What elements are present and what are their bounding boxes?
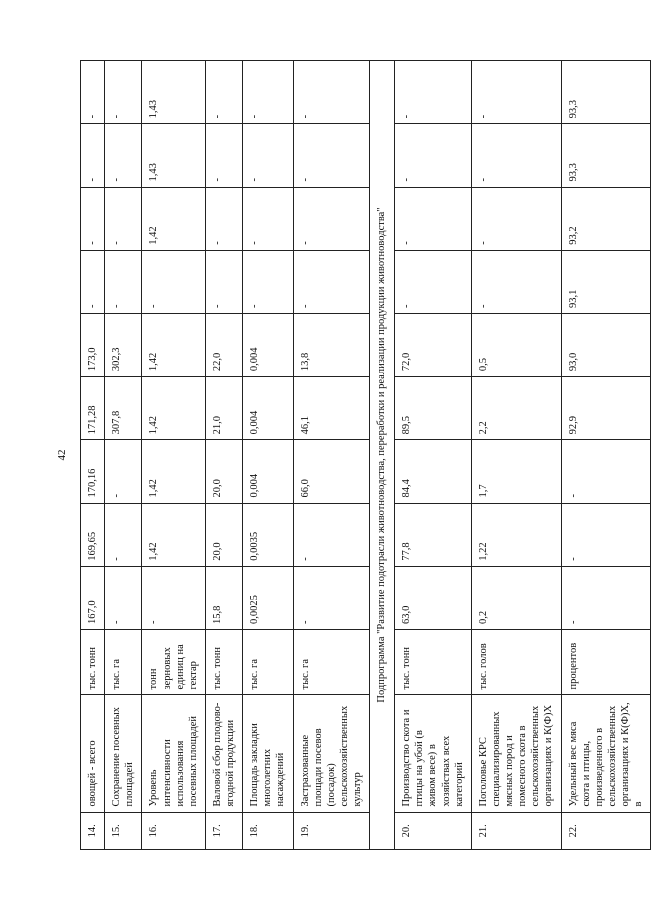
section-title: Подпрограмма "Развитие подотрасли животноводства, переработки и реализации продукции животноводства" xyxy=(370,61,395,850)
value-cell: 2,2 xyxy=(471,377,561,440)
unit-cell: тыс. га xyxy=(243,629,293,695)
value-cell: 0,004 xyxy=(243,440,293,503)
table-row xyxy=(205,61,242,850)
unit-cell: тыс. тонн xyxy=(205,629,242,695)
value-cell: 93,2 xyxy=(561,187,651,250)
value-cell: 1,42 xyxy=(142,187,206,250)
row-number-cell: 19. xyxy=(293,812,370,849)
value-cell: - xyxy=(561,503,651,566)
value-cell: 15,8 xyxy=(205,566,242,629)
unit-cell: тыс. тонн xyxy=(81,629,105,695)
value-cell: - xyxy=(395,187,472,250)
value-cell: 170,16 xyxy=(81,440,105,503)
value-cell: - xyxy=(293,61,370,124)
value-cell: - xyxy=(293,566,370,629)
value-cell: - xyxy=(81,61,105,124)
indicator-name-cell: Производство скота и птицы на убой (в живом весе) в хозяйствах всех категорий xyxy=(395,695,472,812)
value-cell: - xyxy=(142,250,206,313)
value-cell: - xyxy=(293,187,370,250)
table-row xyxy=(395,61,472,850)
value-cell: - xyxy=(471,250,561,313)
value-cell: 72,0 xyxy=(395,313,472,376)
value-cell: 22,0 xyxy=(205,313,242,376)
value-cell: 20,0 xyxy=(205,440,242,503)
value-cell: - xyxy=(81,250,105,313)
value-cell: - xyxy=(293,250,370,313)
value-cell: - xyxy=(105,503,142,566)
row-number-cell: 20. xyxy=(395,812,472,849)
indicator-name-cell: Сохранение посевных площадей xyxy=(105,695,142,812)
indicator-name-cell: Застрахованные площади посевов (посадок) сельскохозяйственных культур xyxy=(293,695,370,812)
unit-cell: тыс. га xyxy=(293,629,370,695)
value-cell: 20,0 xyxy=(205,503,242,566)
value-cell: - xyxy=(293,124,370,187)
value-cell: 93,3 xyxy=(561,124,651,187)
row-number-cell: 17. xyxy=(205,812,242,849)
value-cell: 0,0025 xyxy=(243,566,293,629)
indicator-name-cell: овощей - всего xyxy=(81,695,105,812)
value-cell: 89,5 xyxy=(395,377,472,440)
value-cell: 1,43 xyxy=(142,61,206,124)
value-cell: - xyxy=(205,124,242,187)
value-cell: - xyxy=(105,61,142,124)
value-cell: 0,004 xyxy=(243,313,293,376)
value-cell: 1,7 xyxy=(471,440,561,503)
value-cell: - xyxy=(205,250,242,313)
value-cell: - xyxy=(205,187,242,250)
value-cell: - xyxy=(395,61,472,124)
value-cell: 77,8 xyxy=(395,503,472,566)
value-cell: 46,1 xyxy=(293,377,370,440)
unit-cell: тыс. га xyxy=(105,629,142,695)
table-row xyxy=(142,61,206,850)
page-number-text: 42 xyxy=(56,449,68,461)
value-cell: 1,42 xyxy=(142,313,206,376)
value-cell: - xyxy=(471,124,561,187)
value-cell: - xyxy=(105,440,142,503)
value-cell: - xyxy=(395,250,472,313)
value-cell: - xyxy=(561,566,651,629)
table-row xyxy=(81,61,105,850)
value-cell: 1,43 xyxy=(142,124,206,187)
value-cell: 0,5 xyxy=(471,313,561,376)
rotated-table-wrapper xyxy=(80,60,645,850)
section-header-body xyxy=(370,61,395,850)
value-cell: - xyxy=(471,61,561,124)
value-cell: - xyxy=(243,250,293,313)
table-row xyxy=(105,61,142,850)
unit-cell: процентов xyxy=(561,629,651,695)
value-cell: 302,3 xyxy=(105,313,142,376)
value-cell: 1,42 xyxy=(142,440,206,503)
unit-cell: тонн зерновых единиц на гектар xyxy=(142,629,206,695)
value-cell: 1,42 xyxy=(142,503,206,566)
value-cell: - xyxy=(243,61,293,124)
table-row xyxy=(561,61,651,850)
table-row xyxy=(243,61,293,850)
value-cell: - xyxy=(142,566,206,629)
value-cell: 173,0 xyxy=(81,313,105,376)
value-cell: - xyxy=(105,124,142,187)
table-row xyxy=(471,61,561,850)
value-cell: 63,0 xyxy=(395,566,472,629)
row-number-cell: 16. xyxy=(142,812,206,849)
value-cell: 0,0035 xyxy=(243,503,293,566)
value-cell: 93,1 xyxy=(561,250,651,313)
value-cell: 13,8 xyxy=(293,313,370,376)
section-row xyxy=(370,61,395,850)
value-cell: 0,004 xyxy=(243,377,293,440)
unit-cell: тыс. тонн xyxy=(395,629,472,695)
table-body-after xyxy=(395,61,651,850)
value-cell: - xyxy=(243,124,293,187)
value-cell: - xyxy=(243,187,293,250)
value-cell: 92,9 xyxy=(561,377,651,440)
value-cell: - xyxy=(105,250,142,313)
value-cell: - xyxy=(81,187,105,250)
table-body-before xyxy=(81,61,370,850)
row-number-cell: 21. xyxy=(471,812,561,849)
value-cell: - xyxy=(105,566,142,629)
value-cell: 1,22 xyxy=(471,503,561,566)
value-cell: - xyxy=(293,503,370,566)
value-cell: - xyxy=(81,124,105,187)
row-number-cell: 18. xyxy=(243,812,293,849)
value-cell: 307,8 xyxy=(105,377,142,440)
indicator-name-cell: Площадь закладки многолетних насаждений xyxy=(243,695,293,812)
value-cell: - xyxy=(105,187,142,250)
value-cell: 169,65 xyxy=(81,503,105,566)
row-number-cell: 22. xyxy=(561,812,651,849)
indicator-name-cell: Уровень интенсивности использования посевных площадей xyxy=(142,695,206,812)
indicator-name-cell: Удельный вес мяса скота и птицы, произведенного в сельскохозяйственных организациях и К(Ф)Х, в xyxy=(561,695,651,812)
table-row xyxy=(293,61,370,850)
indicators-table xyxy=(80,60,651,850)
value-cell: 93,0 xyxy=(561,313,651,376)
value-cell: 0,2 xyxy=(471,566,561,629)
unit-cell: тыс. голов xyxy=(471,629,561,695)
value-cell: 66,0 xyxy=(293,440,370,503)
value-cell: 84,4 xyxy=(395,440,472,503)
value-cell: 171,28 xyxy=(81,377,105,440)
indicator-name-cell: Поголовье КРС специализированных мясных пород и помесного скота в сельскохозяйственных организациях и К(Ф)Х xyxy=(471,695,561,812)
row-number-cell: 14. xyxy=(81,812,105,849)
indicator-name-cell: Валовой сбор плодово-ягодной продукции xyxy=(205,695,242,812)
value-cell: - xyxy=(205,61,242,124)
value-cell: - xyxy=(395,124,472,187)
value-cell: - xyxy=(561,440,651,503)
value-cell: 93,3 xyxy=(561,61,651,124)
value-cell: 167,0 xyxy=(81,566,105,629)
value-cell: 21,0 xyxy=(205,377,242,440)
value-cell: 1,42 xyxy=(142,377,206,440)
value-cell: - xyxy=(471,187,561,250)
row-number-cell: 15. xyxy=(105,812,142,849)
